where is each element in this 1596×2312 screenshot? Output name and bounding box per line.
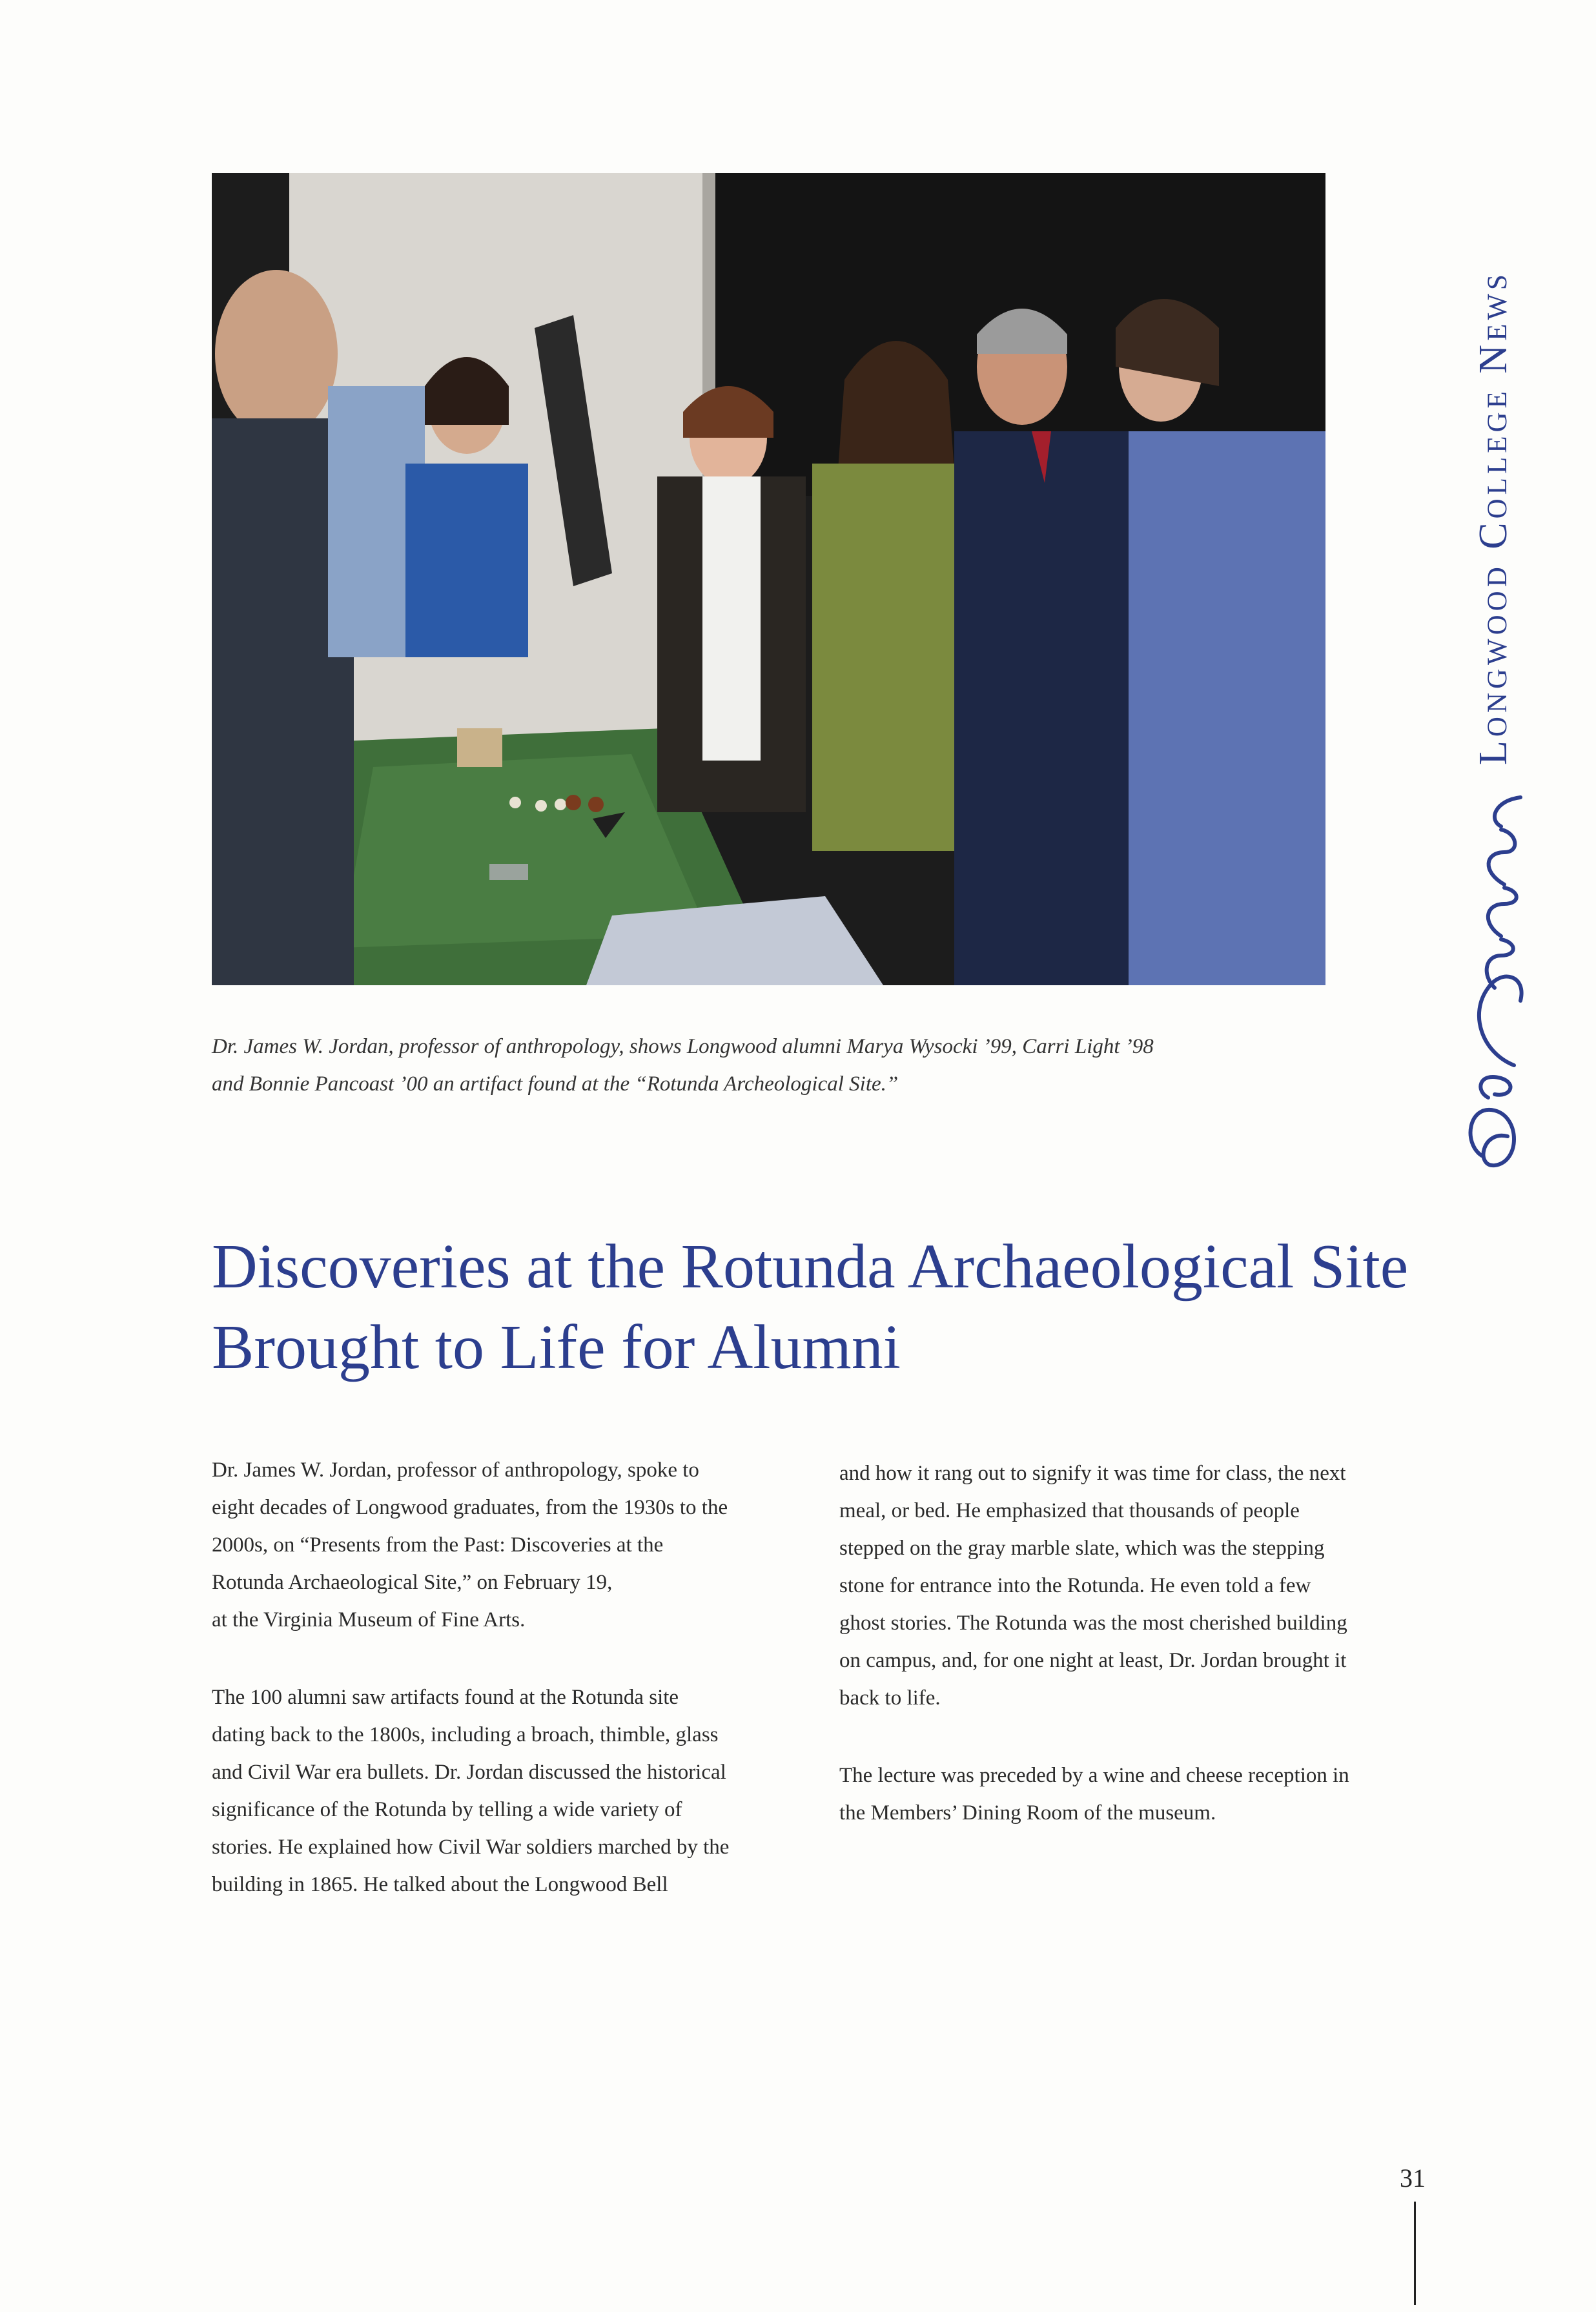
right-column [839, 1455, 1420, 1872]
text-line: ghost stories. The Rotunda was the most cherished building [839, 1611, 1347, 1635]
text-line: back to life. [839, 1686, 941, 1710]
text-line: and Civil War era bullets. Dr. Jordan discussed the historical [212, 1761, 726, 1784]
photo-caption [212, 1028, 1245, 1103]
text-line: The lecture was preceded by a wine and cheese reception in [839, 1764, 1349, 1787]
text-line: dating back to the 1800s, including a broach, thimble, glass [212, 1723, 719, 1746]
left-column [212, 1451, 793, 1943]
text-line: stone for entrance into the Rotunda. He even told a few [839, 1574, 1311, 1597]
text-line: eight decades of Longwood graduates, from the 1930s to the [212, 1496, 728, 1519]
text-line: significance of the Rotunda by telling a wide variety of [212, 1798, 682, 1821]
section-heading: Longwood College News [1471, 271, 1515, 765]
text-line: the Members’ Dining Room of the museum. [839, 1801, 1216, 1825]
caption-line: and Bonnie Pancoast ’00 an artifact found at the “Rotunda Archeological Site.” [212, 1072, 899, 1096]
text-line: and how it rang out to signify it was time for class, the next [839, 1462, 1346, 1485]
caption-line: Dr. James W. Jordan, professor of anthropology, shows Longwood alumni Marya Wysocki ’99, Carri Light ’98 [212, 1035, 1154, 1058]
text-line: on campus, and, for one night at least, Dr. Jordan brought it [839, 1649, 1347, 1672]
paragraph [212, 1451, 793, 1639]
text-line: Rotunda Archaeological Site,” on February 19, [212, 1571, 613, 1594]
text-line: stepped on the gray marble slate, which was the stepping [839, 1537, 1325, 1560]
text-line: meal, or bed. He emphasized that thousands of people [839, 1499, 1300, 1522]
paragraph [839, 1757, 1420, 1832]
event-photo [212, 173, 1325, 985]
paragraph [212, 1679, 793, 1903]
on-campus-script-logo [1456, 794, 1540, 1182]
text-line: building in 1865. He talked about the Longwood Bell [212, 1873, 668, 1896]
title-line: Brought to Life for Alumni [212, 1313, 901, 1382]
text-line: 2000s, on “Presents from the Past: Discoveries at the [212, 1533, 664, 1557]
text-line: The 100 alumni saw artifacts found at the Rotunda site [212, 1686, 679, 1709]
title-line: Discoveries at the Rotunda Archaeological Site [212, 1232, 1409, 1302]
article-title [212, 1227, 1438, 1388]
paragraph [839, 1455, 1420, 1717]
text-line: at the Virginia Museum of Fine Arts. [212, 1608, 526, 1632]
text-line: stories. He explained how Civil War soldiers marched by the [212, 1836, 730, 1859]
text-line: Dr. James W. Jordan, professor of anthropology, spoke to [212, 1458, 699, 1482]
page-rule [1414, 2202, 1416, 2305]
page-number: 31 [1400, 2164, 1426, 2193]
